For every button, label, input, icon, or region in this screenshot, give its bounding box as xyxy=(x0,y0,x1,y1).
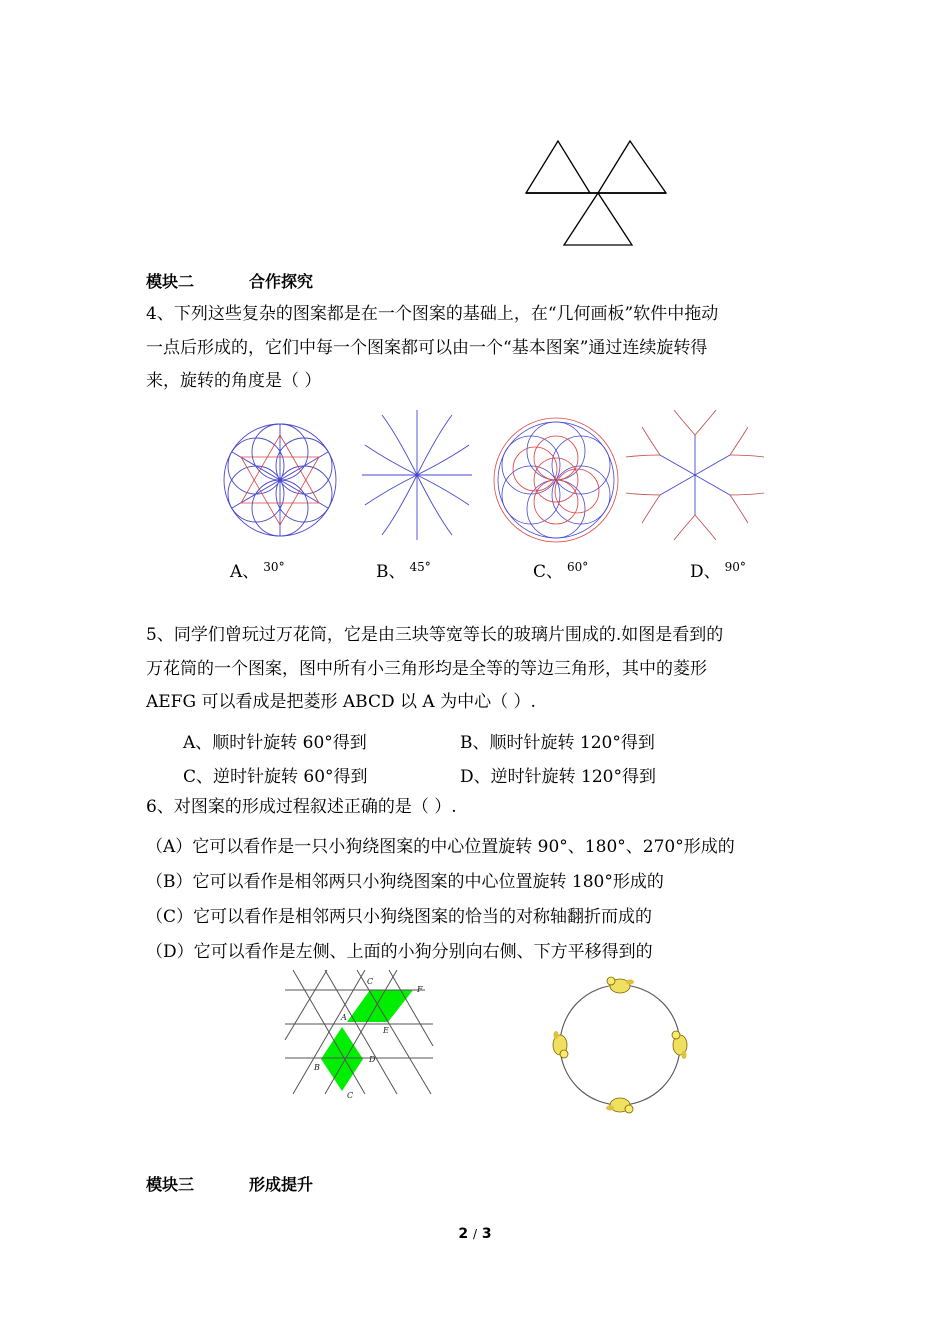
page-number: 2 / 3 xyxy=(458,1226,492,1242)
pattern-a-figure xyxy=(215,415,345,545)
q6-option-c: （C）它可以看作是相邻两只小狗绕图案的恰当的对称轴翻折而成的 xyxy=(146,907,653,927)
pattern-b-figure xyxy=(357,405,477,545)
three-triangles-figure xyxy=(520,135,680,255)
label-b: B xyxy=(314,1063,320,1072)
label-a: A xyxy=(341,1013,347,1022)
module2-title: 合作探究 xyxy=(249,272,314,291)
q5-text-line2: 万花筒的一个图案，图中所有小三角形均是全等的等边三角形，其中的菱形 xyxy=(146,659,707,679)
q4-option-b: B、 $^{45^\circ}$ xyxy=(376,560,431,582)
q6-text-line1: 6、对图案的形成过程叙述正确的是（ ）. xyxy=(146,797,457,817)
q5-text-line3: AEFG 可以看成是把菱形 ABCD 以 A 为中心（ ）. xyxy=(146,692,536,712)
q5-text-line1: 5、同学们曾玩过万花筒，它是由三块等宽等长的玻璃片围成的.如图是看到的 xyxy=(146,625,724,645)
pattern-d-figure xyxy=(622,405,768,545)
q6-option-b: （B）它可以看作是相邻两只小狗绕图案的中心位置旋转 180°形成的 xyxy=(146,872,664,892)
q6-option-d: （D）它可以看作是左侧、上面的小狗分别向右侧、下方平移得到的 xyxy=(146,942,653,962)
module3-label: 模块三 xyxy=(146,1175,195,1194)
kaleidoscope-grid-figure xyxy=(285,970,435,1100)
q4-text-line1: 4、下列这些复杂的图案都是在一个图案的基础上，在“几何画板”软件中拖动 xyxy=(146,304,719,324)
puppy-icon-right xyxy=(672,1031,687,1059)
label-e: E xyxy=(383,1026,389,1035)
q4-option-c: C、 $^{60^\circ}$ xyxy=(533,560,589,582)
q6-option-a: （A）它可以看作是一只小狗绕图案的中心位置旋转 90°、180°、270°形成的 xyxy=(146,837,735,857)
puppy-icon-left xyxy=(553,1031,568,1058)
q4-text-line2: 一点后形成的，它们中每一个图案都可以由一个“基本图案”通过连续旋转得 xyxy=(146,338,708,358)
label-d: D xyxy=(369,1055,376,1064)
module2-label: 模块二 xyxy=(146,272,195,291)
q4-option-d: D、 $^{90^\circ}$ xyxy=(690,560,746,582)
puppies-circle-figure xyxy=(548,972,698,1118)
q5-option-c: C、逆时针旋转 60°得到 xyxy=(183,767,368,787)
q5-option-a: A、顺时针旋转 60°得到 xyxy=(183,733,367,753)
puppy-icon-bottom xyxy=(606,1098,633,1113)
label-c-bottom: C xyxy=(347,1091,354,1100)
label-c-top: C xyxy=(367,977,374,986)
q4-text-line3: 来，旋转的角度是（ ） xyxy=(146,371,322,391)
label-f: F xyxy=(417,985,423,994)
module3-title: 形成提升 xyxy=(249,1175,314,1194)
q5-option-d: D、逆时针旋转 120°得到 xyxy=(460,767,656,787)
q4-option-a: A、 $^{30^\circ}$ xyxy=(230,560,285,582)
puppy-icon-top xyxy=(607,977,634,993)
pattern-c-figure xyxy=(492,413,620,547)
q5-option-b: B、顺时针旋转 120°得到 xyxy=(460,733,655,753)
